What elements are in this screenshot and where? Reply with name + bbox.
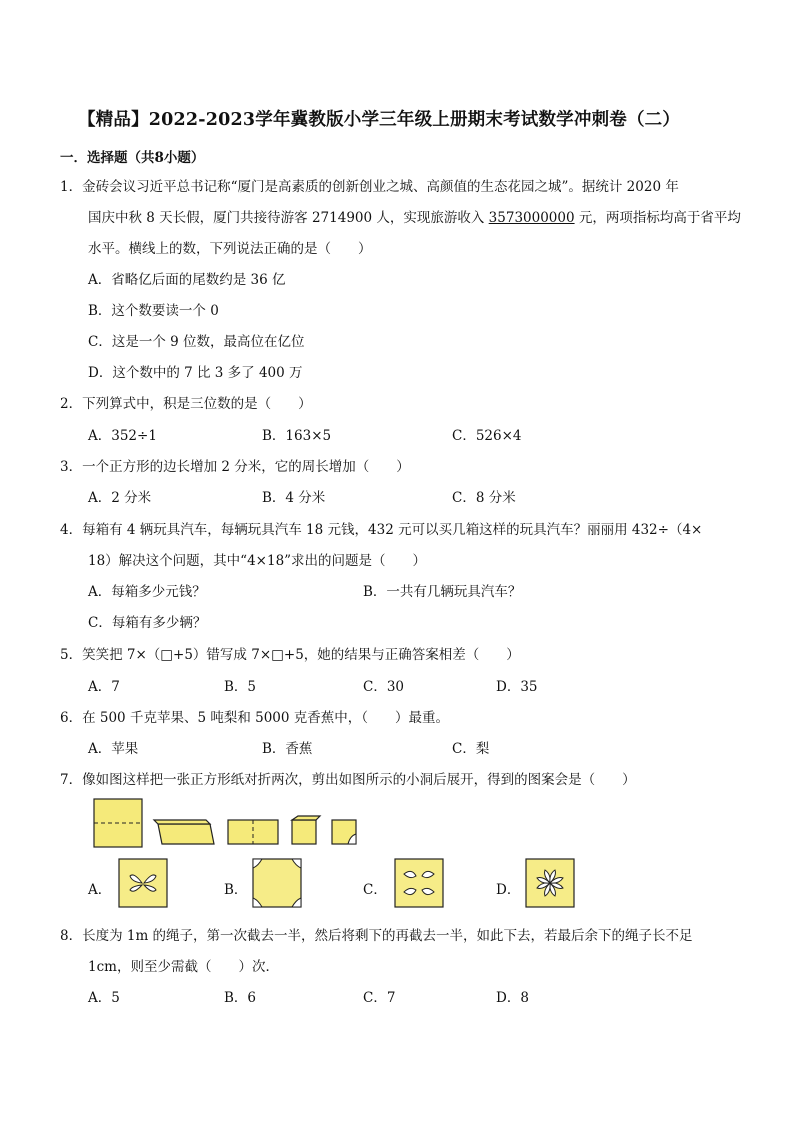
q2-option-a[interactable]: A．352÷1 xyxy=(88,428,157,444)
q4-option-b[interactable]: B．一共有几辆玩具汽车？ xyxy=(363,584,522,600)
q2-option-c[interactable]: C．526×4 xyxy=(452,428,522,444)
q8-stem-line2: 1cm，则至少需截（ ）次． xyxy=(88,959,279,975)
q7-option-a-label[interactable]: A． xyxy=(88,882,112,898)
q2-stem: 2．下列算式中，积是三位数的是（ ） xyxy=(60,396,312,412)
q2-option-b[interactable]: B．163×5 xyxy=(262,428,332,444)
q6-stem: 6．在 500 千克苹果、5 吨梨和 5000 克香蕉中，（ ）最重。 xyxy=(60,710,450,726)
q1-stem-line2-b: 元，两项指标均高于省平均 xyxy=(574,210,741,226)
q7-option-b-label[interactable]: B． xyxy=(224,882,248,898)
option-c-figure[interactable] xyxy=(394,858,444,908)
option-b-figure[interactable] xyxy=(252,858,302,908)
q3-option-c[interactable]: C．8 分米 xyxy=(452,490,516,506)
q1-option-a[interactable]: A．省略亿后面的尾数约是 36 亿 xyxy=(88,272,286,288)
q4-option-a[interactable]: A．每箱多少元钱？ xyxy=(88,584,206,600)
q1-stem-line3: 水平。横线上的数，下列说法正确的是（ ） xyxy=(88,241,372,257)
q8-option-b[interactable]: B．6 xyxy=(224,990,257,1006)
q1-stem-line1: 1．金砖会议习近平总书记称“厦门是高素质的创新创业之城、高颜值的生态花园之城”。据统计 2020 年 xyxy=(60,179,679,195)
q7-stem: 7．像如图这样把一张正方形纸对折两次，剪出如图所示的小洞后展开，得到的图案会是（ ） xyxy=(60,772,636,788)
q1-underlined-number: 3573000000 xyxy=(488,210,575,226)
q1-option-c[interactable]: C．这是一个 9 位数，最高位在亿位 xyxy=(88,334,305,350)
option-a-figure[interactable] xyxy=(118,858,168,908)
q3-option-b[interactable]: B．4 分米 xyxy=(262,490,326,506)
q5-option-a[interactable]: A．7 xyxy=(88,679,120,695)
q5-stem: 5．笑笑把 7×（□+5）错写成 7×□+5，她的结果与正确答案相差（ ） xyxy=(60,647,520,663)
q8-option-a[interactable]: A．5 xyxy=(88,990,120,1006)
page-title: 【精品】2022-2023学年冀教版小学三年级上册期末考试数学冲刺卷（二） xyxy=(78,110,681,130)
q6-option-c[interactable]: C．梨 xyxy=(452,741,490,757)
q7-option-c-label[interactable]: C． xyxy=(363,882,387,898)
q1-option-b[interactable]: B．这个数要读一个 0 xyxy=(88,303,219,319)
q4-option-c[interactable]: C．每箱有多少辆？ xyxy=(88,615,207,631)
q5-option-b[interactable]: B．5 xyxy=(224,679,257,695)
q8-stem-line1: 8．长度为 1m 的绳子，第一次截去一半，然后将剩下的再截去一半，如此下去，若最后余下的绳子长不足 xyxy=(60,928,693,944)
q4-stem-line2: 18）解决这个问题，其中“4×18”求出的问题是（ ） xyxy=(88,553,427,569)
q4-stem-line1: 4．每箱有 4 辆玩具汽车，每辆玩具汽车 18 元钱，432 元可以买几箱这样的玩具汽车？丽丽用 432÷（4× xyxy=(60,522,703,538)
q6-option-b[interactable]: B．香蕉 xyxy=(262,741,313,757)
q5-option-c[interactable]: C．30 xyxy=(363,679,405,695)
q8-option-d[interactable]: D．8 xyxy=(496,990,529,1006)
q5-option-d[interactable]: D．35 xyxy=(496,679,538,695)
q1-stem-line2-a: 国庆中秋 8 天长假，厦门共接待游客 2714900 人，实现旅游收入 xyxy=(88,210,489,226)
option-d-figure[interactable] xyxy=(525,858,575,908)
q1-option-d[interactable]: D．这个数中的 7 比 3 多了 400 万 xyxy=(88,365,303,381)
q8-option-c[interactable]: C．7 xyxy=(363,990,396,1006)
q6-option-a[interactable]: A．苹果 xyxy=(88,741,139,757)
q3-option-a[interactable]: A．2 分米 xyxy=(88,490,152,506)
q1-stem-line2 xyxy=(88,206,741,226)
folding-steps-figure xyxy=(92,796,362,850)
q7-option-d-label[interactable]: D． xyxy=(496,882,521,898)
section-heading: 一．选择题（共8小题） xyxy=(60,150,205,166)
q3-stem: 3．一个正方形的边长增加 2 分米，它的周长增加（ ） xyxy=(60,459,410,475)
